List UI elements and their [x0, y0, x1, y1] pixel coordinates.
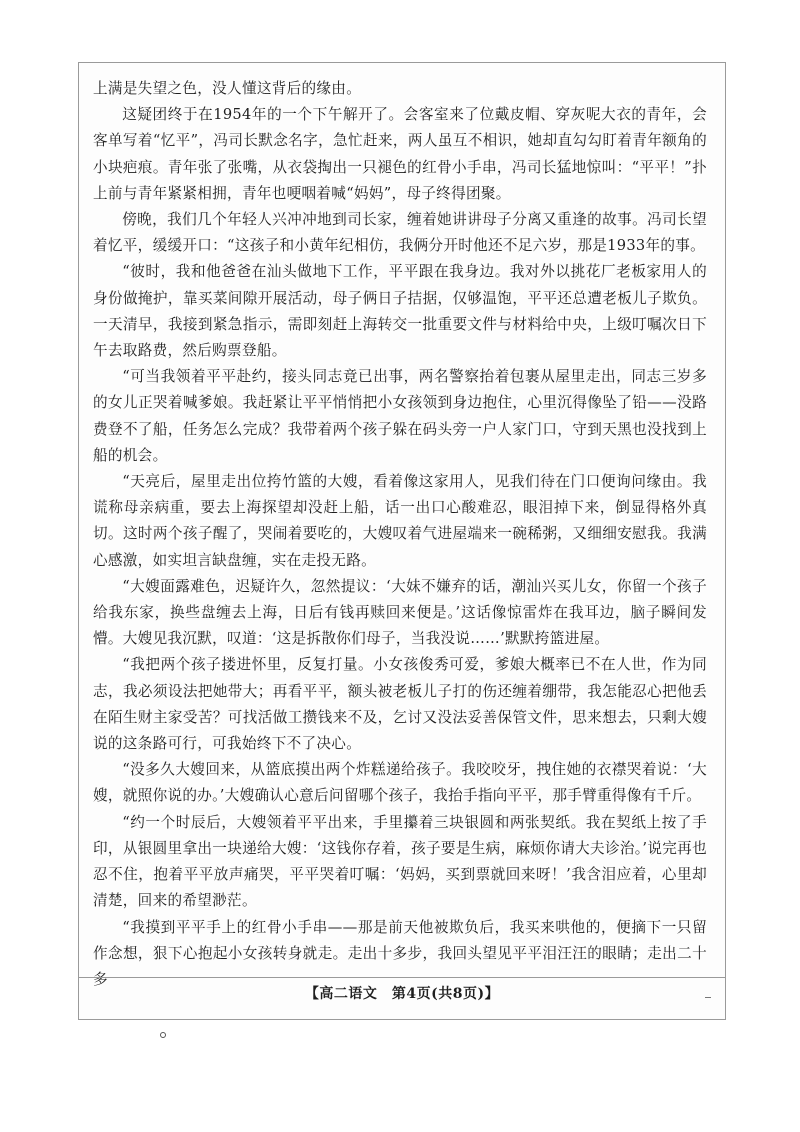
paragraph: “没多久大嫂回来，从篮底摸出两个炸糕递给孩子。我咬咬牙，拽住她的衣襟哭着说：‘大嫂，就照你说的办。’大嫂确认心意后问留哪个孩子，我抬手指向平平，那手臂重得像有千斤。 [93, 761, 707, 805]
paragraph: “可当我领着平平赴约，接头同志竟已出事，两名警察抬着包裹从屋里走出，同志三岁多的女儿正哭着喊爹娘。我赶紧让平平悄悄把小女孩领到身边抱住，心里沉得像坠了铅——没路费登不了船，任务怎么完成？我带着两个孩子躲在码头旁一户人家门口，守到天黑也没找到上船的机会。 [93, 368, 707, 464]
paragraph: “大嫂面露难色，迟疑许久，忽然提议：‘大妹不嫌弃的话，潮汕兴买儿女，你留一个孩子给我东家，换些盘缠去上海，日后有钱再赎回来便是。’这话像惊雷炸在我耳边，脑子瞬间发懵。大嫂见我沉默，叹道：‘这是拆散你们母子，当我没说……’默默挎篮进屋。 [93, 577, 707, 648]
paragraph: “我摸到平平手上的红骨小手串——那是前天他被欺负后，我买来哄他的，便摘下一只留作念想，狠下心抱起小女孩转身就走。走出十多步，我回头望见平平泪汪汪的眼睛；走出二十多 [93, 918, 707, 988]
paragraph: “天亮后，屋里走出位挎竹篮的大嫂，看着像这家用人，见我们待在门口便询问缘由。我谎称母亲病重，要去上海探望却没赶上船，话一出口心酸难忍，眼泪掉下来，倒显得格外真切。这时两个孩子醒了，哭闹着要吃的，大嫂叹着气进屋端来一碗稀粥，又细细安慰我。我满心感激，如实坦言缺盘缠，实在走投无路。 [93, 473, 707, 569]
footer-divider [79, 977, 725, 978]
paragraph: 傍晚，我们几个年轻人兴冲冲地到司长家，缠着她讲讲母子分离又重逢的故事。冯司长望着忆平，缓缓开口：“这孩子和小黄年纪相仿，我俩分开时他还不足六岁，那是1933年的事。 [93, 211, 707, 255]
paragraph: 上满是失望之色，没人懂这背后的缘由。 [93, 80, 362, 97]
page-footer: 【高二语文 第4页(共8页)】 [304, 986, 500, 1002]
story-passage [93, 76, 707, 993]
paragraph: “我把两个孩子搂进怀里，反复打量。小女孩俊秀可爱，爹娘大概率已不在人世，作为同志，我必须设法把她带大；再看平平，额头被老板儿子打的伤还缠着绷带，我怎能忍心把他丢在陌生财主家受苦？可找活做工攒钱来不及，乞讨又没法妥善保管文件，思来想去，只剩大嫂说的这条路可行，可我始终下不了决心。 [93, 656, 707, 753]
paragraph: “约一个时辰后，大嫂领着平平出来，手里攥着三块银圆和两张契纸。我在契纸上按了手印，从银圆里拿出一块递给大嫂：‘这钱你存着，孩子要是生病，麻烦你请大夫诊治。’说完再也忍不住，抱着平平放声痛哭，平平哭着叮嘱：‘妈妈，买到票就回来呀！’我含泪应着，心里却清楚，回来的希望渺茫。 [93, 813, 707, 910]
exam-page [78, 62, 726, 1020]
scan-dot [160, 1032, 166, 1038]
paragraph: 这疑团终于在1954年的一个下午解开了。会客室来了位戴皮帽、穿灰呢大衣的青年，会客单写着“忆平”，冯司长默念名字，急忙赶来，两人虽互不相识，她却直勾勾盯着青年额角的小块疤痕。青年张了张嘴，从衣袋掏出一只褪色的红骨小手串，冯司长猛地惊叫：“平平！”扑上前与青年紧紧相拥，青年也哽咽着喊“妈妈”，母子终得团聚。 [93, 106, 707, 202]
footer-mark [705, 997, 711, 998]
paragraph: “彼时，我和他爸爸在汕头做地下工作，平平跟在我身边。我对外以挑花厂老板家用人的身份做掩护，靠买菜间隙开展活动，母子俩日子拮据，仅够温饱，平平还总遭老板儿子欺负。一天清早，我接到紧急指示，需即刻赶上海转交一批重要文件与材料给中央，上级叮嘱次日下午去取路费，然后购票登船。 [93, 263, 707, 360]
